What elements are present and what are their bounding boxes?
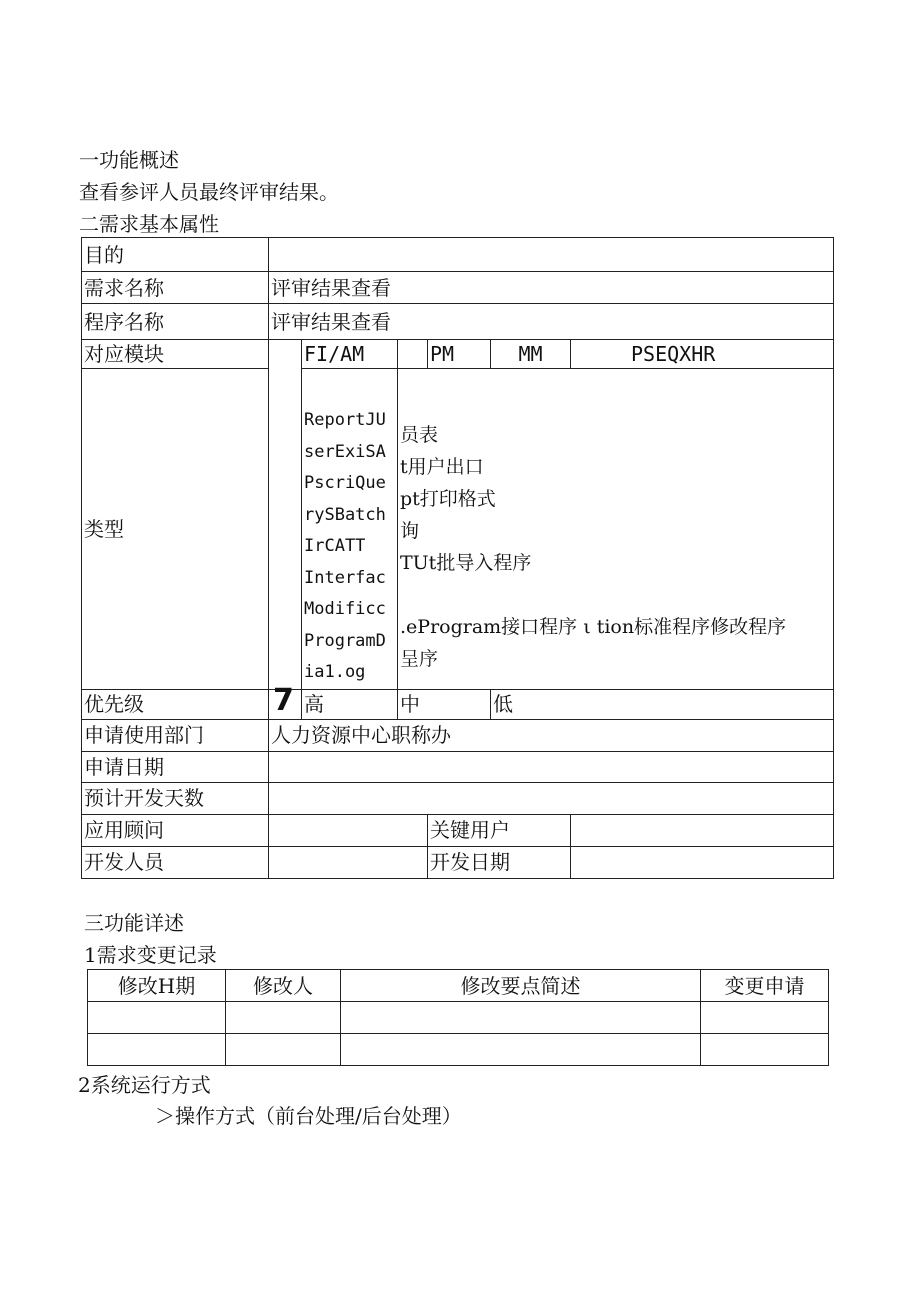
type-left-item: PscriQue <box>304 473 386 493</box>
priority-high: 高 <box>302 689 398 719</box>
prog-name-label: 程序名称 <box>82 304 269 340</box>
type-right-item: TUt批导入程序 <box>400 552 532 574</box>
key-user-label: 关键用户 <box>428 814 571 846</box>
priority-mid: 中 <box>398 689 491 719</box>
days-value[interactable] <box>269 782 834 814</box>
type-left-item: Modificc <box>304 599 386 619</box>
days-label: 预计开发天数 <box>82 782 269 814</box>
change-header-summary: 修改要点简述 <box>341 970 701 1002</box>
table-row <box>88 1034 829 1066</box>
type-left-item: ProgramD <box>304 630 386 651</box>
change-record-table <box>87 969 829 1066</box>
change-cell[interactable] <box>701 1002 829 1034</box>
dept-label: 申请使用部门 <box>82 719 269 751</box>
type-left-item: ia1.og <box>304 662 366 682</box>
dept-value: 人力资源中心职称办 <box>269 719 834 751</box>
developer-value[interactable] <box>269 846 428 878</box>
section-3-title: 三功能详述 <box>84 911 184 935</box>
attributes-table <box>81 237 834 879</box>
module-blank <box>398 340 428 369</box>
section-3-sub1: 1需求变更记录 <box>84 943 217 967</box>
change-cell[interactable] <box>88 1034 226 1066</box>
section-2-title: 二需求基本属性 <box>79 212 219 236</box>
type-options-left <box>302 369 398 690</box>
dev-date-label: 开发日期 <box>428 846 571 878</box>
type-left-item: serExiSA <box>304 441 386 462</box>
req-name-value: 评审结果查看 <box>269 272 834 304</box>
change-cell[interactable] <box>701 1034 829 1066</box>
type-left-item: ReportJU <box>304 410 386 430</box>
type-left-list <box>304 405 395 689</box>
dev-date-value[interactable] <box>571 846 834 878</box>
priority-label: 优先级 <box>82 689 269 719</box>
type-right-item: pt打印格式 <box>400 488 496 510</box>
date-label: 申请日期 <box>82 751 269 782</box>
type-left-item: Interfac <box>304 567 386 588</box>
type-right-list <box>400 419 831 675</box>
consultant-label: 应用顾问 <box>82 814 269 846</box>
date-value[interactable] <box>269 751 834 782</box>
type-right-item: t用户出口 <box>400 456 484 478</box>
type-left-item: rySBatch <box>304 504 386 525</box>
module-pm: PM <box>428 340 491 369</box>
section-1-body: 查看参评人员最终评审结果。 <box>79 180 339 204</box>
purpose-value[interactable] <box>269 238 834 272</box>
module-label: 对应模块 <box>82 340 269 369</box>
section-3-sub2: 2系统运行方式 <box>78 1073 211 1097</box>
priority-mark: 7 <box>273 683 294 718</box>
type-right-item <box>400 579 831 611</box>
module-spacer <box>269 340 302 690</box>
type-left-item: IrCATT <box>304 536 366 556</box>
type-right-item: 员表 <box>400 424 439 446</box>
priority-low: 低 <box>491 689 834 719</box>
module-fi-am: FI/AM <box>302 340 398 369</box>
key-user-value[interactable] <box>571 814 834 846</box>
developer-label: 开发人员 <box>82 846 269 878</box>
change-header-request: 变更申请 <box>701 970 829 1002</box>
operation-mode-bullet: ＞操作方式（前台处理/后台处理） <box>155 1104 462 1128</box>
change-cell[interactable] <box>226 1034 341 1066</box>
type-right-item: 询 <box>400 520 420 542</box>
table-row <box>88 1002 829 1034</box>
change-cell[interactable] <box>341 1002 701 1034</box>
type-options-right <box>398 369 834 690</box>
type-right-item: 呈序 <box>400 648 439 670</box>
module-pseqxhr: PSEQXHR <box>571 340 834 369</box>
change-cell[interactable] <box>341 1034 701 1066</box>
type-label: 类型 <box>82 369 269 690</box>
change-header-date: 修改H期 <box>88 970 226 1002</box>
req-name-label: 需求名称 <box>82 272 269 304</box>
change-cell[interactable] <box>88 1002 226 1034</box>
change-header-person: 修改人 <box>226 970 341 1002</box>
type-right-item: .eProgram接口程序 ι tion标准程序修改程序 <box>400 616 787 638</box>
section-1-title: 一功能概述 <box>79 148 179 172</box>
prog-name-value: 评审结果查看 <box>269 304 834 340</box>
purpose-label: 目的 <box>82 238 269 272</box>
module-mm: MM <box>491 340 571 369</box>
consultant-value[interactable] <box>269 814 428 846</box>
change-cell[interactable] <box>226 1002 341 1034</box>
